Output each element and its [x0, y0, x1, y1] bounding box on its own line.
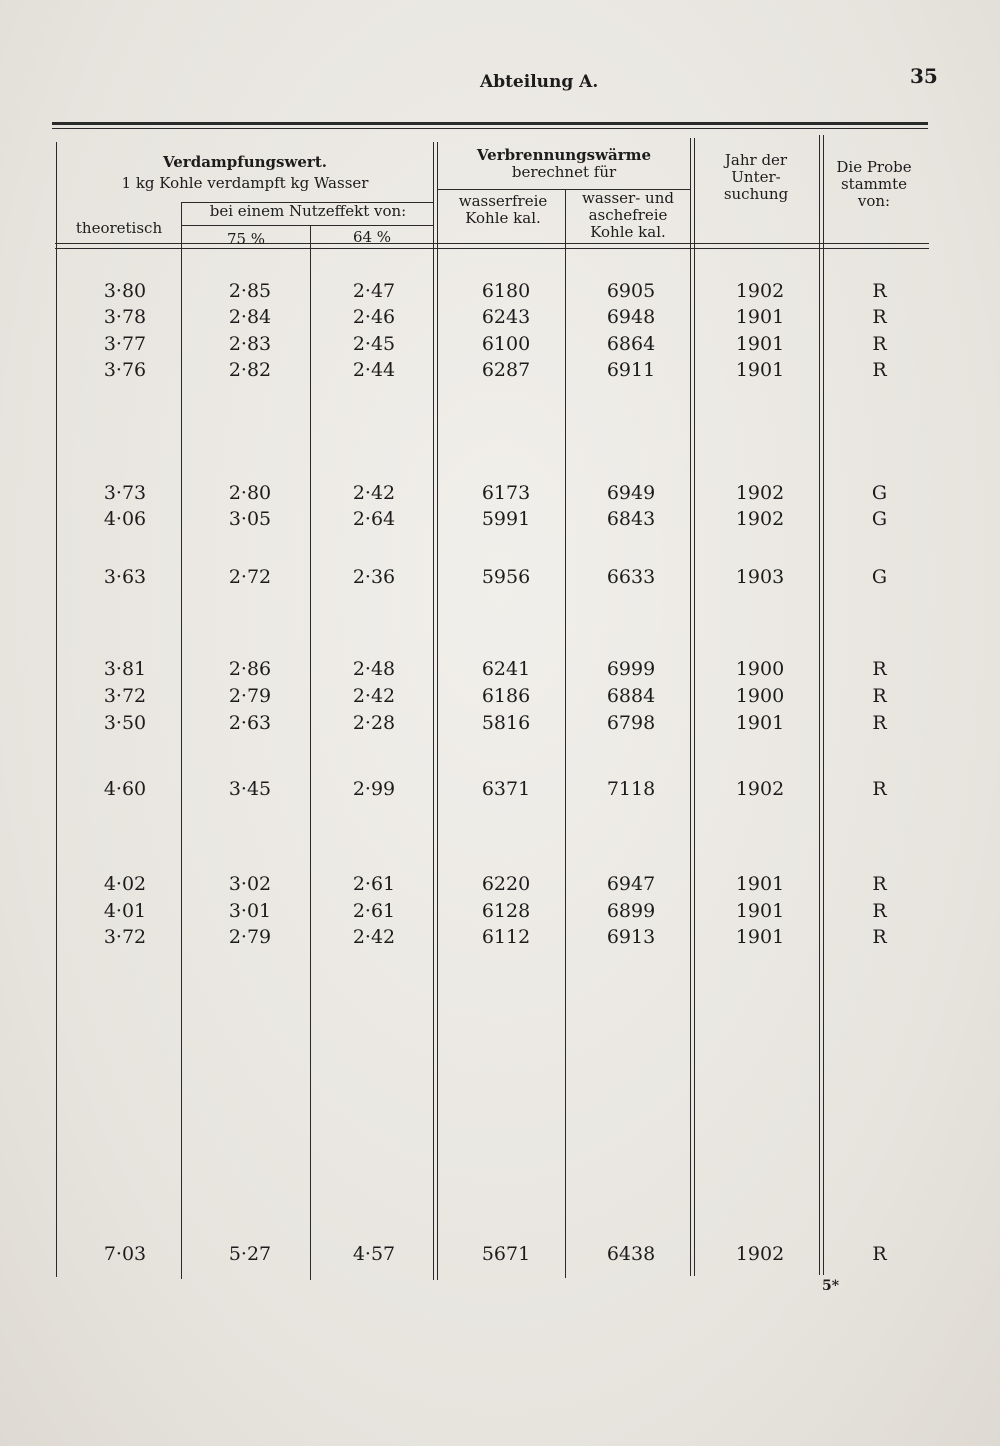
table-cell: 6884 — [606, 685, 656, 707]
col-line-2 — [310, 226, 311, 1280]
table-cell: 3·50 — [103, 712, 147, 734]
table-cell: 2·61 — [352, 873, 396, 895]
col-line-6a — [819, 135, 820, 1275]
table-cell: 3·80 — [103, 280, 147, 302]
table-cell: 6905 — [606, 280, 656, 302]
table-cell: 3·45 — [228, 778, 272, 800]
table-cell: 6287 — [481, 359, 531, 381]
table-cell: 1901 — [735, 712, 785, 734]
table-cell: 4·02 — [103, 873, 147, 895]
table-cell: 1901 — [735, 926, 785, 948]
table-cell: 2·42 — [352, 926, 396, 948]
col-line-3b — [437, 142, 438, 1280]
table-cell: 2·28 — [352, 712, 396, 734]
col-line-5a — [690, 138, 691, 1276]
table-cell: G — [871, 508, 888, 530]
table-cell: 3·81 — [103, 658, 147, 680]
table-cell: 6173 — [481, 482, 531, 504]
nutzeffekt-subrule — [181, 225, 433, 226]
table-cell: 1902 — [735, 482, 785, 504]
table-cell: 6948 — [606, 306, 656, 328]
table-cell: 3·73 — [103, 482, 147, 504]
top-rule — [52, 122, 928, 125]
table-cell: 4·60 — [103, 778, 147, 800]
table-cell: 6798 — [606, 712, 656, 734]
table-cell: 3·63 — [103, 566, 147, 588]
table-cell: 6241 — [481, 658, 531, 680]
table-cell: 3·72 — [103, 685, 147, 707]
table-cell: R — [872, 1243, 887, 1265]
verbrennung-subtitle: berechnet für — [511, 163, 617, 181]
table-cell: 2·99 — [352, 778, 396, 800]
table-cell: 6899 — [606, 900, 656, 922]
table-cell: G — [871, 566, 888, 588]
aschefreie-header: wasser- und aschefreie Kohle kal. — [582, 189, 674, 241]
table-cell: R — [872, 306, 887, 328]
table-cell: 5·27 — [228, 1243, 272, 1265]
table-cell: 2·84 — [228, 306, 272, 328]
table-cell: R — [872, 333, 887, 355]
table-cell: 3·76 — [103, 359, 147, 381]
table-cell: 1900 — [735, 685, 785, 707]
table-cell: 1901 — [735, 900, 785, 922]
table-cell: 3·02 — [228, 873, 272, 895]
header-rule-2 — [55, 248, 929, 249]
table-cell: 2·79 — [228, 926, 272, 948]
table-cell: 2·63 — [228, 712, 272, 734]
table-cell: 5816 — [481, 712, 531, 734]
table-cell: 6947 — [606, 873, 656, 895]
table-cell: 5671 — [481, 1243, 531, 1265]
table-cell: R — [872, 778, 887, 800]
table-cell: 1903 — [735, 566, 785, 588]
table-cell: 4·57 — [352, 1243, 396, 1265]
table-cell: 2·86 — [228, 658, 272, 680]
table-cell: 6112 — [481, 926, 531, 948]
table-cell: R — [872, 712, 887, 734]
col-line-1 — [181, 203, 182, 1279]
table-cell: 4·01 — [103, 900, 147, 922]
verbrennung-title: Verbrennungswärme — [476, 146, 652, 164]
table-cell: R — [872, 900, 887, 922]
table-cell: R — [872, 685, 887, 707]
probe-header: Die Probe stammte von: — [836, 158, 912, 210]
table-cell: 3·01 — [228, 900, 272, 922]
table-cell: 3·05 — [228, 508, 272, 530]
table-cell: 3·72 — [103, 926, 147, 948]
table-cell: 6864 — [606, 333, 656, 355]
table-cell: 1902 — [735, 280, 785, 302]
table-cell: 1901 — [735, 306, 785, 328]
col-line-6b — [823, 135, 824, 1275]
verdampfung-subtitle: 1 kg Kohle verdampft kg Wasser — [121, 174, 369, 192]
table-cell: 1900 — [735, 658, 785, 680]
table-cell: 2·42 — [352, 482, 396, 504]
table-cell: 2·45 — [352, 333, 396, 355]
table-cell: 2·80 — [228, 482, 272, 504]
nutzeffekt-header: bei einem Nutzeffekt von: — [209, 202, 407, 220]
table-cell: 2·48 — [352, 658, 396, 680]
theoretisch-header: theoretisch — [75, 219, 163, 237]
col-line-5b — [694, 138, 695, 1276]
jahr-header: Jahr der Unter- suchung — [723, 151, 789, 203]
table-cell: 1902 — [735, 1243, 785, 1265]
table-cell: 6243 — [481, 306, 531, 328]
signature-mark: 5* — [822, 1278, 840, 1294]
col-line-4 — [565, 190, 566, 1278]
table-cell: 1902 — [735, 778, 785, 800]
table-cell: 1901 — [735, 359, 785, 381]
page-number: 35 — [910, 64, 938, 88]
table-cell: 3·77 — [103, 333, 147, 355]
table-cell: R — [872, 658, 887, 680]
table-cell: 6949 — [606, 482, 656, 504]
table-cell: 7118 — [606, 778, 656, 800]
table-cell: 6186 — [481, 685, 531, 707]
verdampfung-title: Verdampfungswert. — [163, 153, 327, 171]
table-cell: 5956 — [481, 566, 531, 588]
table-cell: 7·03 — [103, 1243, 147, 1265]
table-cell: 2·72 — [228, 566, 272, 588]
table-cell: 1902 — [735, 508, 785, 530]
table-cell: R — [872, 873, 887, 895]
pct75-header: 75 % — [226, 230, 266, 248]
table-cell: 2·79 — [228, 685, 272, 707]
col-line-left — [56, 142, 57, 1277]
table-cell: 1901 — [735, 873, 785, 895]
table-cell: 6438 — [606, 1243, 656, 1265]
table-cell: 6100 — [481, 333, 531, 355]
table-cell: 2·44 — [352, 359, 396, 381]
table-cell: 1901 — [735, 333, 785, 355]
table-cell: G — [871, 482, 888, 504]
table-cell: 6999 — [606, 658, 656, 680]
table-cell: 2·85 — [228, 280, 272, 302]
table-cell: R — [872, 359, 887, 381]
table-cell: 3·78 — [103, 306, 147, 328]
top-rule-thin — [52, 128, 928, 129]
table-cell: 2·36 — [352, 566, 396, 588]
running-head: Abteilung A. — [480, 72, 599, 92]
table-cell: 6633 — [606, 566, 656, 588]
table-cell: 6128 — [481, 900, 531, 922]
table-cell: 5991 — [481, 508, 531, 530]
table-cell: 6911 — [606, 359, 656, 381]
col-line-3a — [433, 142, 434, 1280]
table-cell: R — [872, 280, 887, 302]
table-cell: 4·06 — [103, 508, 147, 530]
table-cell: 2·61 — [352, 900, 396, 922]
table-cell: 2·42 — [352, 685, 396, 707]
table-cell: R — [872, 926, 887, 948]
pct64-header: 64 % — [352, 228, 392, 246]
table-cell: 6913 — [606, 926, 656, 948]
table-cell: 2·82 — [228, 359, 272, 381]
table-cell: 6371 — [481, 778, 531, 800]
table-cell: 2·46 — [352, 306, 396, 328]
table-cell: 2·47 — [352, 280, 396, 302]
table-cell: 2·64 — [352, 508, 396, 530]
table-cell: 6180 — [481, 280, 531, 302]
table-cell: 6220 — [481, 873, 531, 895]
table-cell: 2·83 — [228, 333, 272, 355]
wasserfreie-header: wasserfreie Kohle kal. — [458, 192, 548, 227]
table-cell: 6843 — [606, 508, 656, 530]
